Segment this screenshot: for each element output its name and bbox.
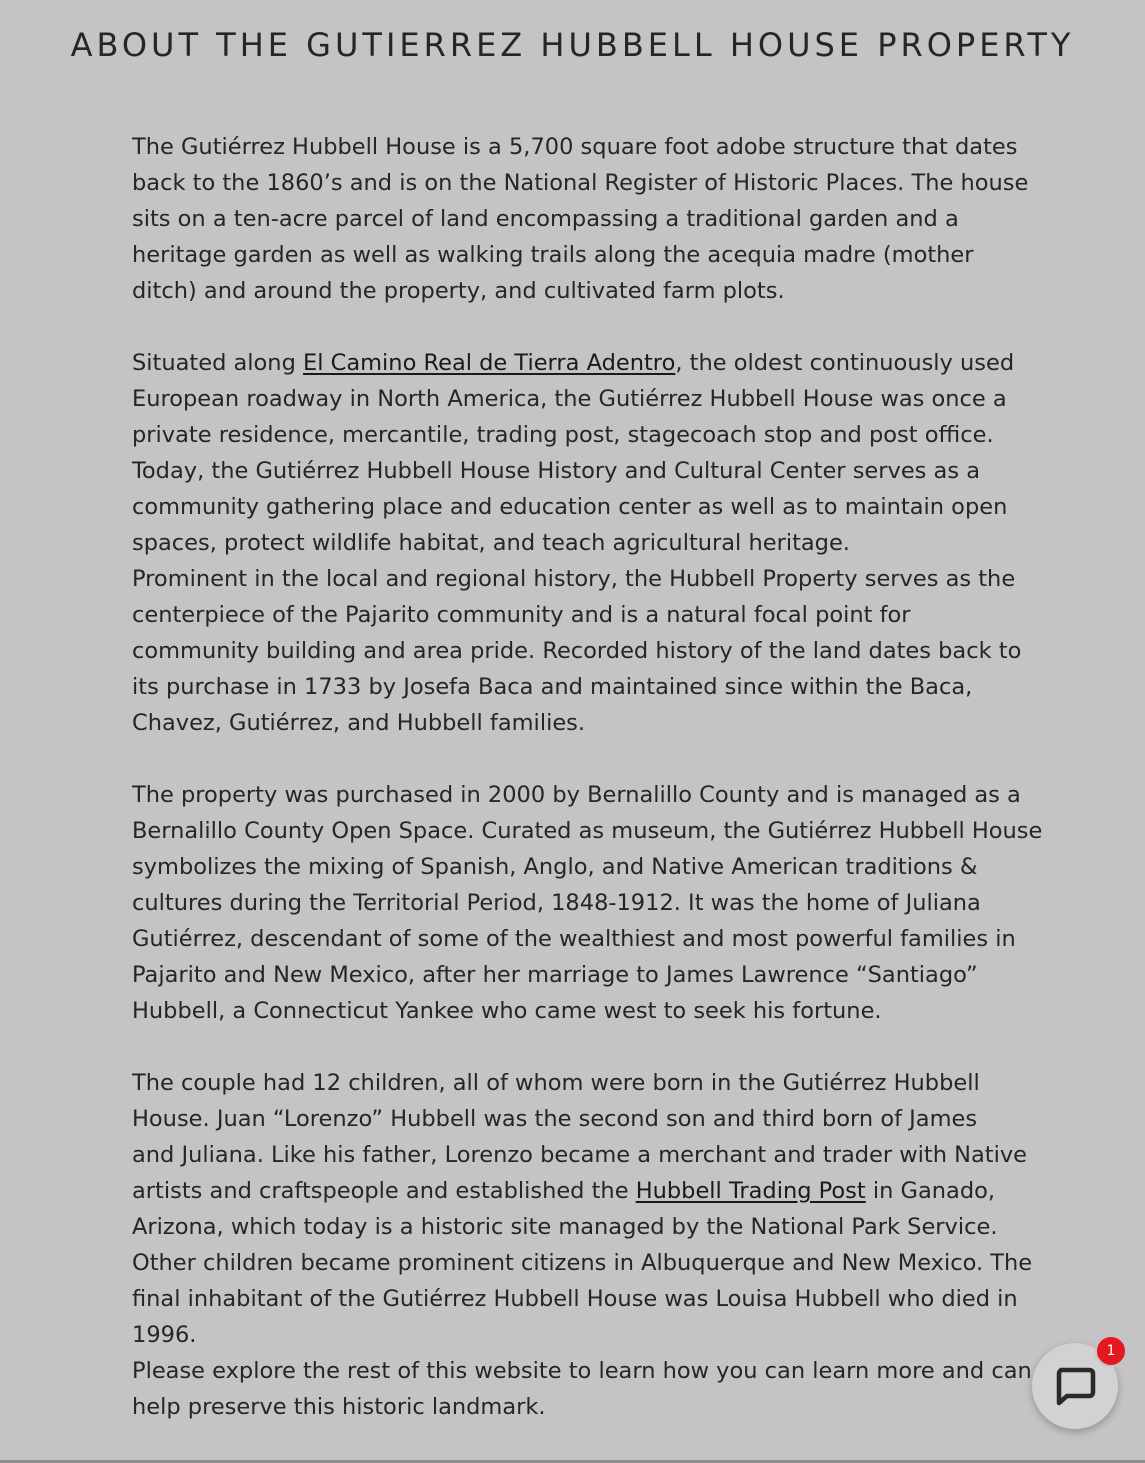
p1-line-1: The Gutiérrez Hubbell House is a 5,700 square foot adobe structure that dates: [132, 134, 1018, 160]
p2-line-7: Prominent in the local and regional history, the Hubbell Property serves as the: [132, 566, 1016, 592]
p3-line-5: Gutiérrez, descendant of some of the wealthiest and most powerful families in: [132, 926, 1016, 952]
p1-line-5: ditch) and around the property, and cultivated farm plots.: [132, 278, 785, 304]
p2-line-1-text-after: , the oldest continuously used: [675, 350, 1015, 376]
paragraph-spacer: [132, 741, 1032, 777]
about-content: [132, 129, 1043, 1425]
p2-line-1-text-before: Situated along: [132, 350, 304, 376]
p4-line-4: [132, 1173, 1032, 1209]
chat-bubble-icon: [1050, 1361, 1100, 1411]
hubbell-trading-post-link[interactable]: Hubbell Trading Post: [635, 1178, 866, 1204]
p2-line-5: community gathering place and education center as well as to maintain open: [132, 494, 1008, 520]
paragraph-spacer: [132, 309, 1032, 345]
p2-line-9: community building and area pride. Recorded history of the land dates back to: [132, 638, 1022, 664]
p4-line-4-text-before: artists and craftspeople and established the: [132, 1178, 636, 1204]
paragraph-spacer: [132, 1029, 1032, 1065]
p4-line-9: Please explore the rest of this website to learn how you can learn more and can: [132, 1358, 1032, 1384]
p4-line-5: Arizona, which today is a historic site managed by the National Park Service.: [132, 1214, 998, 1240]
p4-line-6: Other children became prominent citizens in Albuquerque and New Mexico. The: [132, 1250, 1033, 1276]
p4-line-4-text-after: in Ganado,: [865, 1178, 996, 1204]
p1-line-4: heritage garden as well as walking trails along the acequia madre (mother: [132, 242, 974, 268]
p2-line-1: [132, 345, 1032, 381]
p2-line-4: Today, the Gutiérrez Hubbell House History and Cultural Center serves as a: [132, 458, 980, 484]
p4-line-10: help preserve this historic landmark.: [132, 1394, 546, 1420]
p3-line-6: Pajarito and New Mexico, after her marriage to James Lawrence “Santiago”: [132, 962, 978, 988]
p2-line-2: European roadway in North America, the Gutiérrez Hubbell House was once a: [132, 386, 1007, 412]
p3-line-2: Bernalillo County Open Space. Curated as museum, the Gutiérrez Hubbell House: [132, 818, 1043, 844]
p3-line-4: cultures during the Territorial Period, 1848-1912. It was the home of Juliana: [132, 890, 981, 916]
p2-line-11: Chavez, Gutiérrez, and Hubbell families.: [132, 710, 586, 736]
p2-line-3: private residence, mercantile, trading post, stagecoach stop and post office.: [132, 422, 994, 448]
p2-line-10: its purchase in 1733 by Josefa Baca and maintained since within the Baca,: [132, 674, 973, 700]
p3-line-1: The property was purchased in 2000 by Bernalillo County and is managed as a: [132, 782, 1021, 808]
el-camino-real-link[interactable]: El Camino Real de Tierra Adentro: [303, 350, 676, 376]
p4-line-3: and Juliana. Like his father, Lorenzo became a merchant and trader with Native: [132, 1142, 1028, 1168]
p2-line-6: spaces, protect wildlife habitat, and teach agricultural heritage.: [132, 530, 850, 556]
p4-line-8: 1996.: [132, 1322, 197, 1348]
p4-line-7: final inhabitant of the Gutiérrez Hubbell House was Louisa Hubbell who died in: [132, 1286, 1018, 1312]
notification-badge: 1: [1095, 1335, 1127, 1367]
p3-line-7: Hubbell, a Connecticut Yankee who came west to seek his fortune.: [132, 998, 882, 1024]
page-title: ABOUT THE GUTIERREZ HUBBELL HOUSE PROPERTY: [70, 26, 1075, 64]
p3-line-3: symbolizes the mixing of Spanish, Anglo, and Native American traditions &: [132, 854, 978, 880]
p1-line-3: sits on a ten-acre parcel of land encompassing a traditional garden and a: [132, 206, 959, 232]
p2-line-8: centerpiece of the Pajarito community and is a natural focal point for: [132, 602, 911, 628]
p4-line-2: House. Juan “Lorenzo” Hubbell was the second son and third born of James: [132, 1106, 978, 1132]
p1-line-2: back to the 1860’s and is on the National Register of Historic Places. The house: [132, 170, 1029, 196]
p4-line-1: The couple had 12 children, all of whom were born in the Gutiérrez Hubbell: [132, 1070, 980, 1096]
